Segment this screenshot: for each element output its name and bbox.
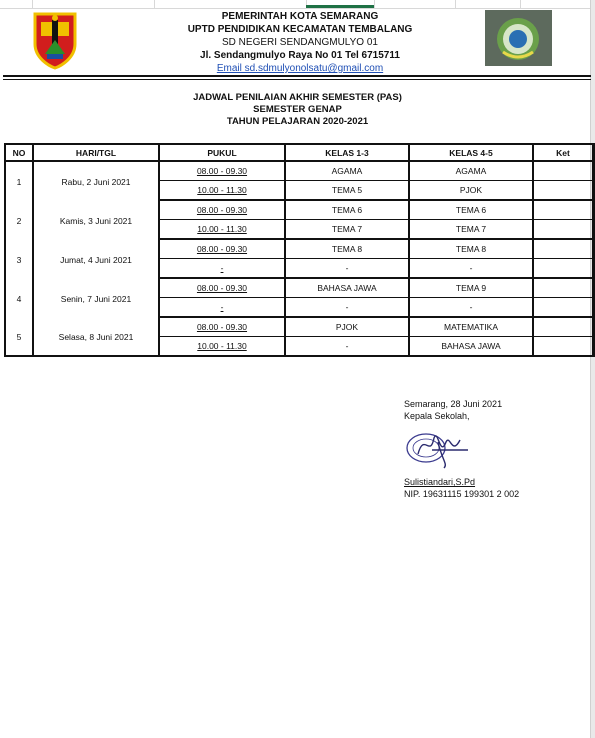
cell-time — [160, 162, 286, 181]
cell-class-1-3: TEMA 5 — [286, 181, 410, 201]
cell-class-1-3: BAHASA JAWA — [286, 279, 410, 298]
time-text: 10.00 - 11.30 — [197, 185, 247, 195]
time-text: 10.00 - 11.30 — [197, 224, 247, 234]
table-header-row — [6, 145, 594, 162]
cell-time — [160, 220, 286, 240]
cell-no: 2 — [6, 201, 34, 240]
cell-day: Jumat, 4 Juni 2021 — [34, 240, 160, 279]
letterhead-rule-thick — [3, 75, 591, 77]
cell-class-4-5: - — [410, 298, 534, 318]
time-text: 08.00 - 09.30 — [196, 244, 248, 254]
signature-position: Kepala Sekolah, — [404, 411, 470, 421]
spreadsheet-gridlines — [0, 0, 595, 9]
semarang-city-emblem-icon — [31, 10, 79, 70]
header-class-1-3: KELAS 1-3 — [286, 145, 410, 162]
cell-class-4-5: TEMA 8 — [410, 240, 534, 259]
cell-time — [160, 298, 286, 318]
cell-notes — [534, 337, 594, 355]
cell-time — [160, 201, 286, 220]
letterhead — [100, 10, 500, 75]
cell-notes — [534, 162, 594, 181]
table-row — [6, 240, 594, 259]
header-notes: Ket — [534, 145, 594, 162]
cell-class-1-3: TEMA 6 — [286, 201, 410, 220]
signatory — [404, 476, 519, 500]
cell-time — [160, 318, 286, 337]
time-text: 08.00 - 09.30 — [196, 322, 248, 332]
cell-no: 3 — [6, 240, 34, 279]
signature-block — [404, 398, 502, 422]
cell-time — [160, 337, 286, 355]
signature-stamp-icon — [404, 424, 472, 472]
time-text: 08.00 - 09.30 — [196, 205, 248, 215]
time-text: - — [220, 263, 224, 273]
cell-class-4-5: TEMA 6 — [410, 201, 534, 220]
document-titles — [0, 92, 595, 128]
cell-class-1-3: - — [286, 298, 410, 318]
letterhead-email-link[interactable]: Email sd.sdmulyonolsatu@gmail.com — [216, 63, 384, 74]
cell-notes — [534, 259, 594, 279]
cell-class-1-3: AGAMA — [286, 162, 410, 181]
cell-class-1-3: TEMA 7 — [286, 220, 410, 240]
cell-class-1-3: TEMA 8 — [286, 240, 410, 259]
table-row — [6, 201, 594, 220]
cell-day: Rabu, 2 Juni 2021 — [34, 162, 160, 201]
time-text: 08.00 - 09.30 — [196, 283, 248, 293]
cell-class-4-5: AGAMA — [410, 162, 534, 181]
cell-class-4-5: BAHASA JAWA — [410, 337, 534, 355]
cell-class-4-5: TEMA 9 — [410, 279, 534, 298]
signatory-name: Sulistiandari,S.Pd — [404, 477, 476, 487]
header-class-4-5: KELAS 4-5 — [410, 145, 534, 162]
time-text: 08.00 - 09.30 — [196, 166, 248, 176]
cell-class-4-5: - — [410, 259, 534, 279]
table-row — [6, 279, 594, 298]
header-day: HARI/TGL — [34, 145, 160, 162]
time-text: 10.00 - 11.30 — [197, 341, 247, 351]
document-semester: SEMESTER GENAP — [253, 104, 342, 115]
document-title: JADWAL PENILAIAN AKHIR SEMESTER (PAS) — [193, 92, 402, 103]
cell-class-4-5: TEMA 7 — [410, 220, 534, 240]
cell-time — [160, 279, 286, 298]
cell-no: 5 — [6, 318, 34, 355]
header-time: PUKUL — [160, 145, 286, 162]
cell-no: 4 — [6, 279, 34, 318]
cell-day: Senin, 7 Juni 2021 — [34, 279, 160, 318]
cell-time — [160, 259, 286, 279]
table-row — [6, 162, 594, 181]
cell-class-1-3: - — [286, 259, 410, 279]
letterhead-rule-thin — [3, 79, 591, 80]
cell-time — [160, 181, 286, 201]
cell-class-1-3: PJOK — [286, 318, 410, 337]
letterhead-address: Jl. Sendangmulyo Raya No 01 Tel 6715711 — [200, 50, 400, 61]
table-row — [6, 318, 594, 337]
document-year: TAHUN PELAJARAN 2020-2021 — [226, 116, 369, 127]
cell-day: Kamis, 3 Juni 2021 — [34, 201, 160, 240]
letterhead-government: PEMERINTAH KOTA SEMARANG — [221, 11, 379, 22]
cell-day: Selasa, 8 Juni 2021 — [34, 318, 160, 355]
cell-notes — [534, 181, 594, 201]
active-cell-indicator — [306, 5, 374, 8]
cell-time — [160, 240, 286, 259]
header-no: NO — [6, 145, 34, 162]
cell-notes — [534, 240, 594, 259]
cell-notes — [534, 298, 594, 318]
letterhead-school: SD NEGERI SENDANGMULYO 01 — [222, 37, 378, 48]
signatory-nip: NIP. 19631115 199301 2 002 — [404, 489, 520, 499]
cell-class-1-3: - — [286, 337, 410, 355]
signature-place-date: Semarang, 28 Juni 2021 — [404, 399, 503, 409]
cell-class-4-5: PJOK — [410, 181, 534, 201]
cell-notes — [534, 279, 594, 298]
time-text: - — [220, 302, 224, 312]
cell-class-4-5: MATEMATIKA — [410, 318, 534, 337]
schedule-table — [4, 143, 595, 357]
cell-notes — [534, 201, 594, 220]
cell-notes — [534, 318, 594, 337]
cell-no: 1 — [6, 162, 34, 201]
cell-notes — [534, 220, 594, 240]
letterhead-agency: UPTD PENDIDIKAN KECAMATAN TEMBALANG — [187, 24, 413, 35]
